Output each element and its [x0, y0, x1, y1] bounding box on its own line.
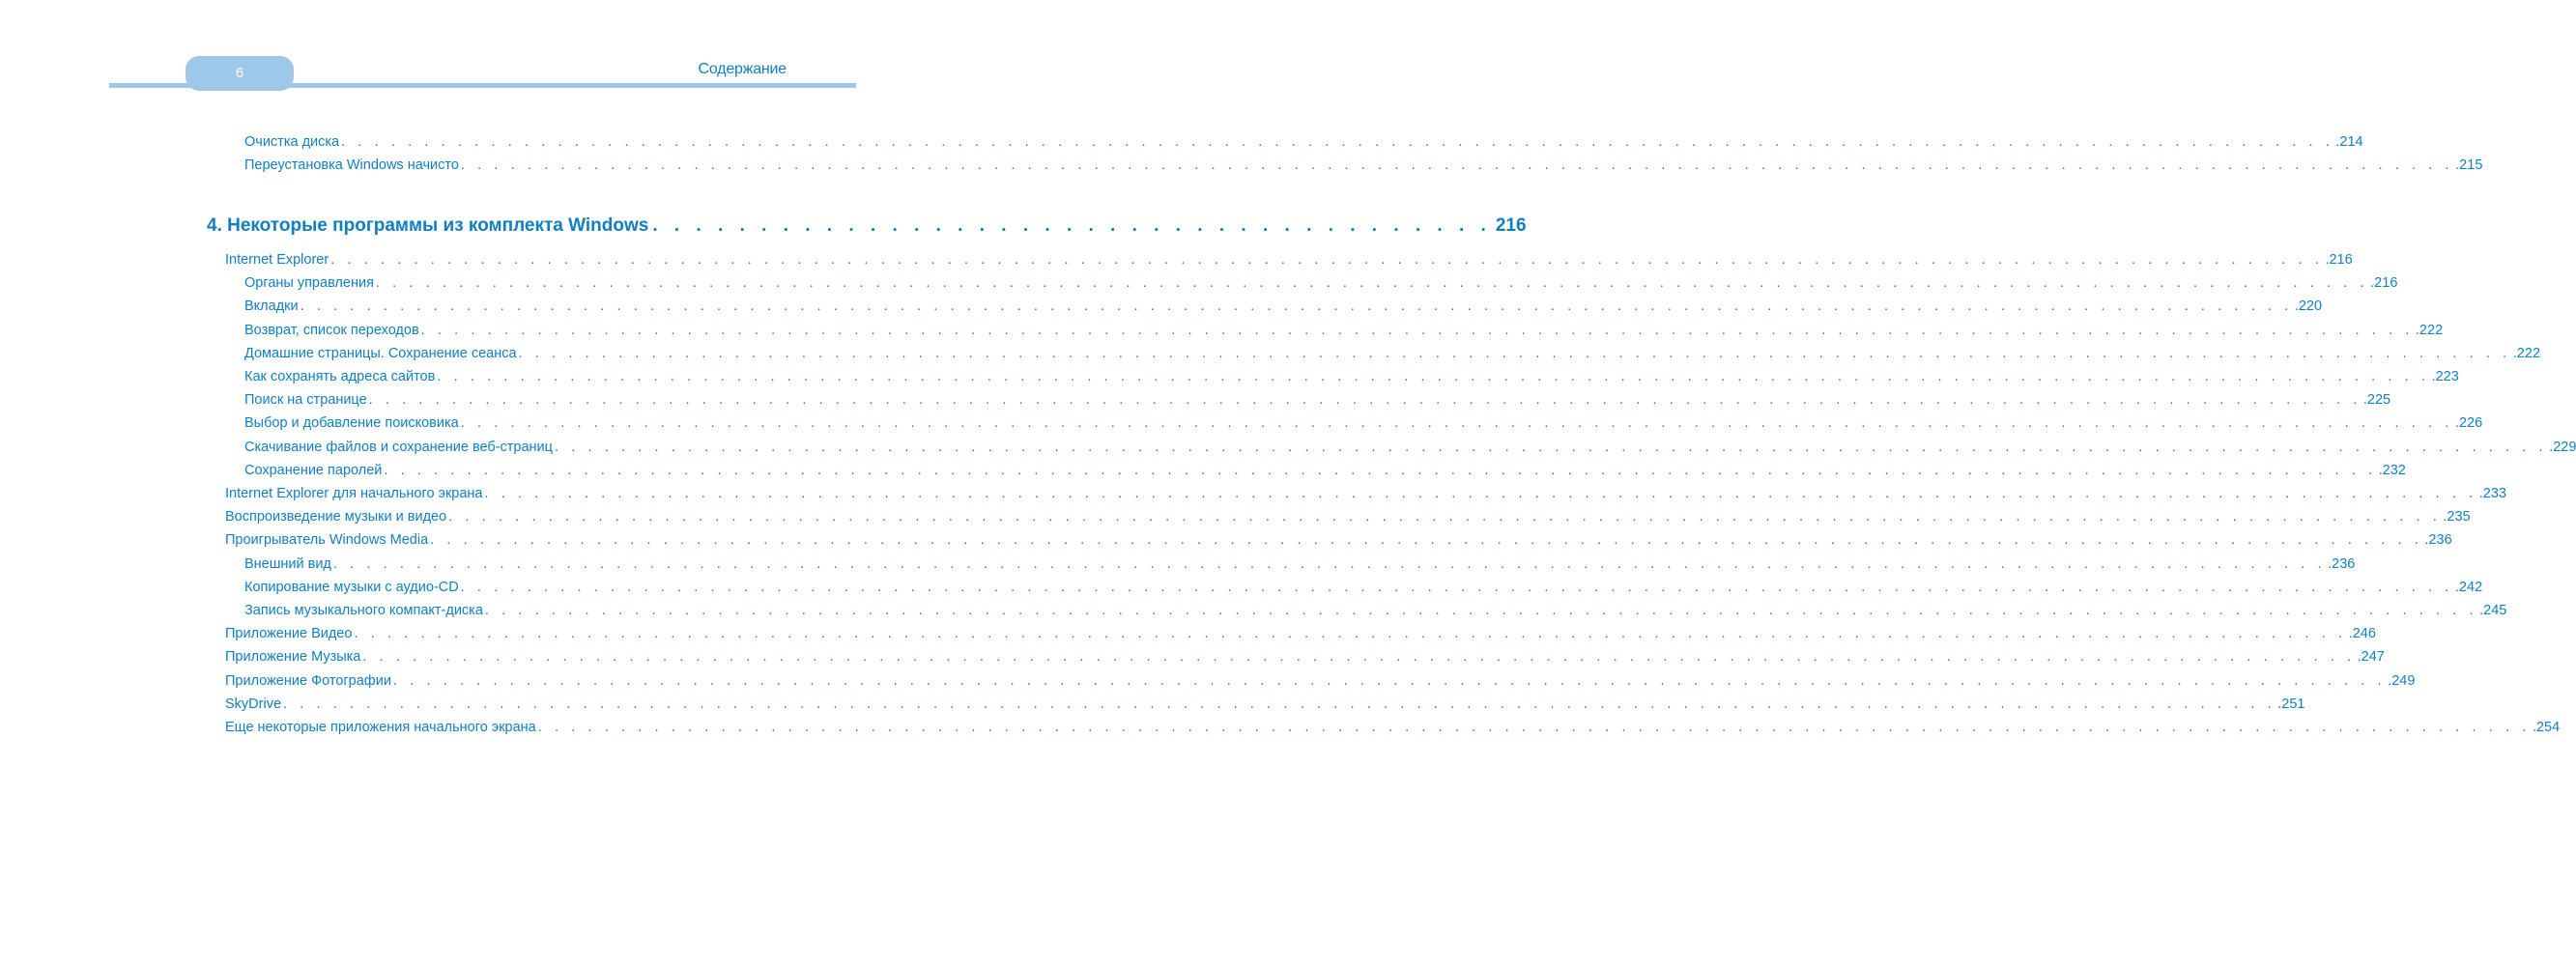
- toc-entry-page: .216: [2325, 252, 2353, 268]
- toc-entry: [225, 622, 2376, 645]
- toc-entry-title: Internet Explorer: [225, 252, 329, 268]
- toc-entry-title: Домашние страницы. Сохранение сеанса: [244, 345, 517, 361]
- toc-entry-page: .214: [2335, 134, 2363, 150]
- toc-entry-page: .235: [2443, 509, 2471, 526]
- toc-entry: [225, 505, 2471, 528]
- toc-entry: [225, 716, 2561, 739]
- toc-entry-title: Очистка диска: [244, 134, 340, 150]
- toc-entry-title: Как сохранять адреса сайтов: [244, 369, 436, 384]
- toc-entry-page: .242: [2454, 579, 2483, 595]
- dot-leader: . . . . . . . . . . . . . . . . . . . . . . . . . . . . . . . . . . . . . . . . . . . . . . . . . . . . . . . . . . . . . . . . . . . . . . . . . . . . . . . . . . . . . . . . . . . . . . . . . . . . . . . . . . . . . . . . . . . . . . . .: [332, 555, 2327, 572]
- dot-leader: . . . . . . . . . . . . . . . . . . . . . . . . . . . . . . . . . . . . . . . . . . . . . . . . . . . . . . . . . . . . . . . . . . . . . . . . . . . . . . . . . . . . . . . . . . . . . . . . . . . . . . . . . . . . . . . . . . . . . . . .: [460, 415, 2453, 432]
- dot-leader: . . . . . . . . . . . . . . . . . . . . . . . . . . . . . . . . . . . . . . . . . . . . . . . . . . . . . . . . . . . . . . . . . . . . . . . . . . . . . . . . . . . . . . . . . . . . . . . . . . . . . . . . . . . . . . . . . . . . . . . .: [460, 157, 2454, 174]
- toc-entry: [244, 342, 2541, 365]
- dot-leader: . . . . . . . . . . . . . . . . . . . . . . . . . . . . . . . . . . . . . . . . . . . . . . . . . . . . . . . . . . . . . . . . . . . . . . . . . . . . . . . . . . . . . . . . . . . . . . . . . . . . . . . . . . . . . . . . . . . . . . . .: [283, 696, 2276, 712]
- dot-leader: . . . . . . . . . . . . . . . . . . . . . . . . . . . . . . . . . . . . . . . . . . . . . . . . . . . . . . . . . . . . . . . . . . . . . . . . . . . . . . . . . . . . . . . . . . . . . . . . . . . . . . . . . . . . . . . . . . . . . . . .: [437, 369, 2430, 384]
- toc-entry-title: SkyDrive: [225, 696, 282, 712]
- dot-leader: . . . . . . . . . . . . . . . . . . . . . . . . . . . . . . . . . . . . . . . . . . . . . . . . . . . . . . . . . . . . . . . . . . . . . . . . . . . . . . . . . . . . . . . . . . . . . . . . . . . . . . . . . . . . . . . . . . . . . . . .: [420, 322, 2414, 338]
- toc-entry: [244, 154, 2483, 177]
- dot-leader: . . . . . . . . . . . . . . . . . . . . . . . . . . . . . . . . . . . . . . . . . . . . . . . . . . . . . . . . . . . . . . . . . . . . . . . . . . . . . . . . . . . . . . . . . . . . . . . . . . . . . . . . . . . . . . . . . . . . . . . .: [384, 462, 2377, 478]
- toc-entry-title: Internet Explorer для начального экрана: [225, 486, 483, 501]
- toc-entry: [244, 388, 2391, 412]
- toc-entry-page: .249: [2388, 672, 2416, 689]
- dot-leader: . . . . . . . . . . . . . . . . . . . . . . . . . . . . . . . . . . . . . . . . . . . . . . . . . . . . . . . . . . . . . . . . . . . . . . . . . . . . . . . . . . . . . . . . . . . . . . . . . . . . . . . . . . . . . . . . . . . . . . . .: [518, 345, 2511, 361]
- toc-entry-title: Запись музыкального компакт-диска: [244, 603, 483, 618]
- toc-entry-page: .225: [2362, 392, 2391, 409]
- dot-leader: . . . . . . . . . . . . . . . . . . . . . . . . . . . . . . . . . . . . . . . . . . . . . . . . . . . . . . . . . . . . . . . . . . . . . . . . . . . . . . . . . . . . . . . . . . . . . . . . . . . . . . . . . . . . . . . . . . . . . . . .: [484, 603, 2478, 618]
- dot-leader: . . . . . . . . . . . . . . . . . . . . . . . . . . . . . . . . . . . . . . . . . . . . . . . . . . . . . . . . . . . . . . . . . . . . . . . . . . . . . . . . . . . . . . . . . . . . . . . . . . . . . . . . . . . . . . . . . . . . . . . .: [430, 532, 2423, 549]
- toc-entry-title: Внешний вид: [244, 555, 331, 572]
- chapter-heading: [207, 213, 1527, 240]
- dot-leader: . . . . . . . . . . . . . . . . . . . . . . . . . . . . . . . . . . . . . . . . . . . . . . . . . . . . . . . . . . . . . . . . . . . . . . . . . . . . . . . . . . . . . . . . . . . . . . . . . . . . . . . . . . . . . . . . . . . . . . . .: [554, 439, 2548, 455]
- toc-entry: [244, 599, 2507, 622]
- toc-entry: [225, 528, 2452, 552]
- dot-leader: . . . . . . . . . . . . . . . . . . . . . . . . . . . . . . . . . . . . . . . . . . . . . . . . . . . . . . . . . . . . . . . . . . . . . . . . . . . . . . . . . . . . . . . . . . . . . . . . . . . . . . . . . . . . . . . . . . . . . . . .: [375, 275, 2369, 292]
- toc-entry-page: .222: [2415, 322, 2444, 338]
- toc-entry: [244, 412, 2483, 435]
- dot-leader: . . . . . . . . . . . . . . . . . . . . . . . . . . . . . . . . . . . . . . . . . . . . . . . . . . . . . . . . . . . . . . . . . . . . . . . . . . . . . . . . . . . . . . . . . . . . . . . . . . . . . . . . . . . . . . . . . . . . . . . .: [392, 672, 2387, 689]
- toc-entry-title: Приложение Видео: [225, 626, 353, 642]
- toc-entry-title: Сохранение паролей: [244, 462, 383, 478]
- toc-entry: [244, 436, 2576, 459]
- chapter-page: 216: [1495, 215, 1527, 236]
- toc-entry-page: .251: [2277, 696, 2305, 712]
- dot-leader: . . . . . . . . . . . . . . . . . . . . . . . . . . . . . . . . . . . . . . . . . . . . . . . . . . . . . . . . . . . . . . . . . . . . . . . . . . . . . . . . . . . . . . . . . . . . . . . . . . . . . . . . . . . . . . . . . . . . . . . .: [354, 626, 2347, 642]
- toc-entry-title: Приложение Музыка: [225, 649, 361, 666]
- toc-entry-title: Еще некоторые приложения начального экрана: [225, 720, 536, 735]
- toc-entry-title: Приложение Фотографии: [225, 672, 391, 689]
- toc-entry: [225, 693, 2305, 716]
- toc-entry-page: .215: [2455, 157, 2483, 174]
- running-title: Содержание: [698, 61, 787, 77]
- toc-entry-page: .226: [2454, 415, 2483, 432]
- toc-entry-page: .223: [2431, 369, 2459, 384]
- chapter-title: 4. Некоторые программы из комплекта Windows: [207, 215, 649, 236]
- dot-leader: . . . . . . . . . . . . . . . . . . . . . . . . . . . . . . . . . . . . . . . . . . . . . . . . . . . . . . . . . . . . . . . . . . . . . . . . . . . . . . . . . . . . . . . . . . . . . . . . . . . . . . . . . . . . . . . . . . . . . . . .: [448, 509, 2442, 526]
- toc-entry-page: .245: [2479, 603, 2507, 618]
- toc-entry: [225, 645, 2385, 668]
- toc-entry-page: .236: [2328, 555, 2356, 572]
- toc-entry: [244, 576, 2483, 599]
- toc-entry: [244, 553, 2356, 576]
- toc-entry-title: Проигрыватель Windows Media: [225, 532, 429, 549]
- toc-entry-page: .232: [2378, 462, 2406, 478]
- dot-leader: . . . . . . . . . . . . . . . . . . . . . . . . . . . . . . . . . . . . . . . . . . . . . . . . . . . . . . . . . . . . . . . . . . . . . . . . . . . . . . . . . . . . . . . . . . . . . . . . . . . . . . . . . . . . . . . . . . . . . . . .: [362, 649, 2356, 666]
- toc-entry: [225, 248, 2353, 271]
- toc-entry-page: .220: [2294, 298, 2323, 315]
- toc-entry-title: Возврат, список переходов: [244, 322, 419, 338]
- toc-entry-page: .216: [2370, 275, 2398, 292]
- toc-entry-title: Переустановка Windows начисто: [244, 157, 459, 174]
- toc-entry-title: Органы управления: [244, 275, 374, 292]
- toc-entry: [244, 459, 2406, 482]
- dot-leader: . . . . . . . . . . . . . . . . . . . . . . . . . . . . . . . . . . . . . . . . . . . . . . . . . . . . . . . . . . . . . . . . . . . . . . . . . . . . . . . . . . . . . . . . . . . . . . . . . . . . . . . . . . . . . . . . . . . . . . . .: [368, 392, 2361, 409]
- toc-entry-title: Выбор и добавление поисковика: [244, 415, 459, 432]
- toc-entry-title: Воспроизведение музыки и видео: [225, 509, 447, 526]
- toc-entry-page: .254: [2532, 720, 2561, 735]
- dot-leader: . . . . . . . . . . . . . . . . . . . . . . . . . . . . . . . . . . . . . . . . . . . . . . . . . . . . . . . . . . . . . . . . . . . . . . . . . . . . . . . . . . . . . . . . . . . . . . . . . . . . . . . . . . . . . . . . . . . . . . . .: [341, 134, 2334, 150]
- dot-leader: . . . . . . . . . . . . . . . . . . . . . . . . . . . . . . . . . . . . . . . . . . . . . . . . . . . . . . . . . . . . . . . . . . . . . . . . . . . . . . . . . . . . . . . . . . . . . . . . . . . . . . . . . . . . . . . . . . . . . . . .: [484, 486, 2477, 501]
- toc-entry-page: .233: [2478, 486, 2506, 501]
- dot-leader: . . . . . . . . . . . . . . . . . . . . . . . . . . . . . . . . . . . . . . . . . . . . . . . . . . . . . . . . . . . . . . . . . . . . . . . . . . . . . . . . . . . . . . . . . . . . . . . . . . . . . . . . . . . . . . . . . . . . . . . .: [460, 579, 2453, 595]
- toc-entry-page: .246: [2348, 626, 2376, 642]
- page-number: 6: [235, 65, 244, 81]
- dot-leader: . . . . . . . . . . . . . . . . . . . . . . . . . . . . . . . . . . . . . . .: [652, 215, 1492, 236]
- toc-entry-page: .229: [2549, 439, 2576, 455]
- toc-entry-page: .236: [2424, 532, 2452, 549]
- toc-entry: [244, 295, 2323, 318]
- dot-leader: . . . . . . . . . . . . . . . . . . . . . . . . . . . . . . . . . . . . . . . . . . . . . . . . . . . . . . . . . . . . . . . . . . . . . . . . . . . . . . . . . . . . . . . . . . . . . . . . . . . . . . . . . . . . . . . . . . . . . . . .: [537, 720, 2531, 735]
- toc-entry: [244, 271, 2398, 295]
- toc-entry: [244, 130, 2363, 154]
- dot-leader: . . . . . . . . . . . . . . . . . . . . . . . . . . . . . . . . . . . . . . . . . . . . . . . . . . . . . . . . . . . . . . . . . . . . . . . . . . . . . . . . . . . . . . . . . . . . . . . . . . . . . . . . . . . . . . . . . . . . . . . .: [330, 252, 2324, 268]
- dot-leader: . . . . . . . . . . . . . . . . . . . . . . . . . . . . . . . . . . . . . . . . . . . . . . . . . . . . . . . . . . . . . . . . . . . . . . . . . . . . . . . . . . . . . . . . . . . . . . . . . . . . . . . . . . . . . . . . . . . . . . . .: [300, 298, 2293, 315]
- toc-entry-page: .247: [2357, 649, 2385, 666]
- page-number-tab: [186, 56, 294, 91]
- toc-entry: [244, 365, 2459, 388]
- toc-entry-title: Вкладки: [244, 298, 299, 315]
- toc-entry-title: Поиск на странице: [244, 392, 367, 409]
- toc-entry: [225, 482, 2506, 505]
- toc-entry: [225, 669, 2416, 693]
- toc-entry-title: Скачивание файлов и сохранение веб-страниц: [244, 439, 553, 455]
- toc-entry: [244, 319, 2444, 342]
- toc-entry-page: .222: [2512, 345, 2541, 361]
- toc-entry-title: Копирование музыки с аудио-CD: [244, 579, 459, 595]
